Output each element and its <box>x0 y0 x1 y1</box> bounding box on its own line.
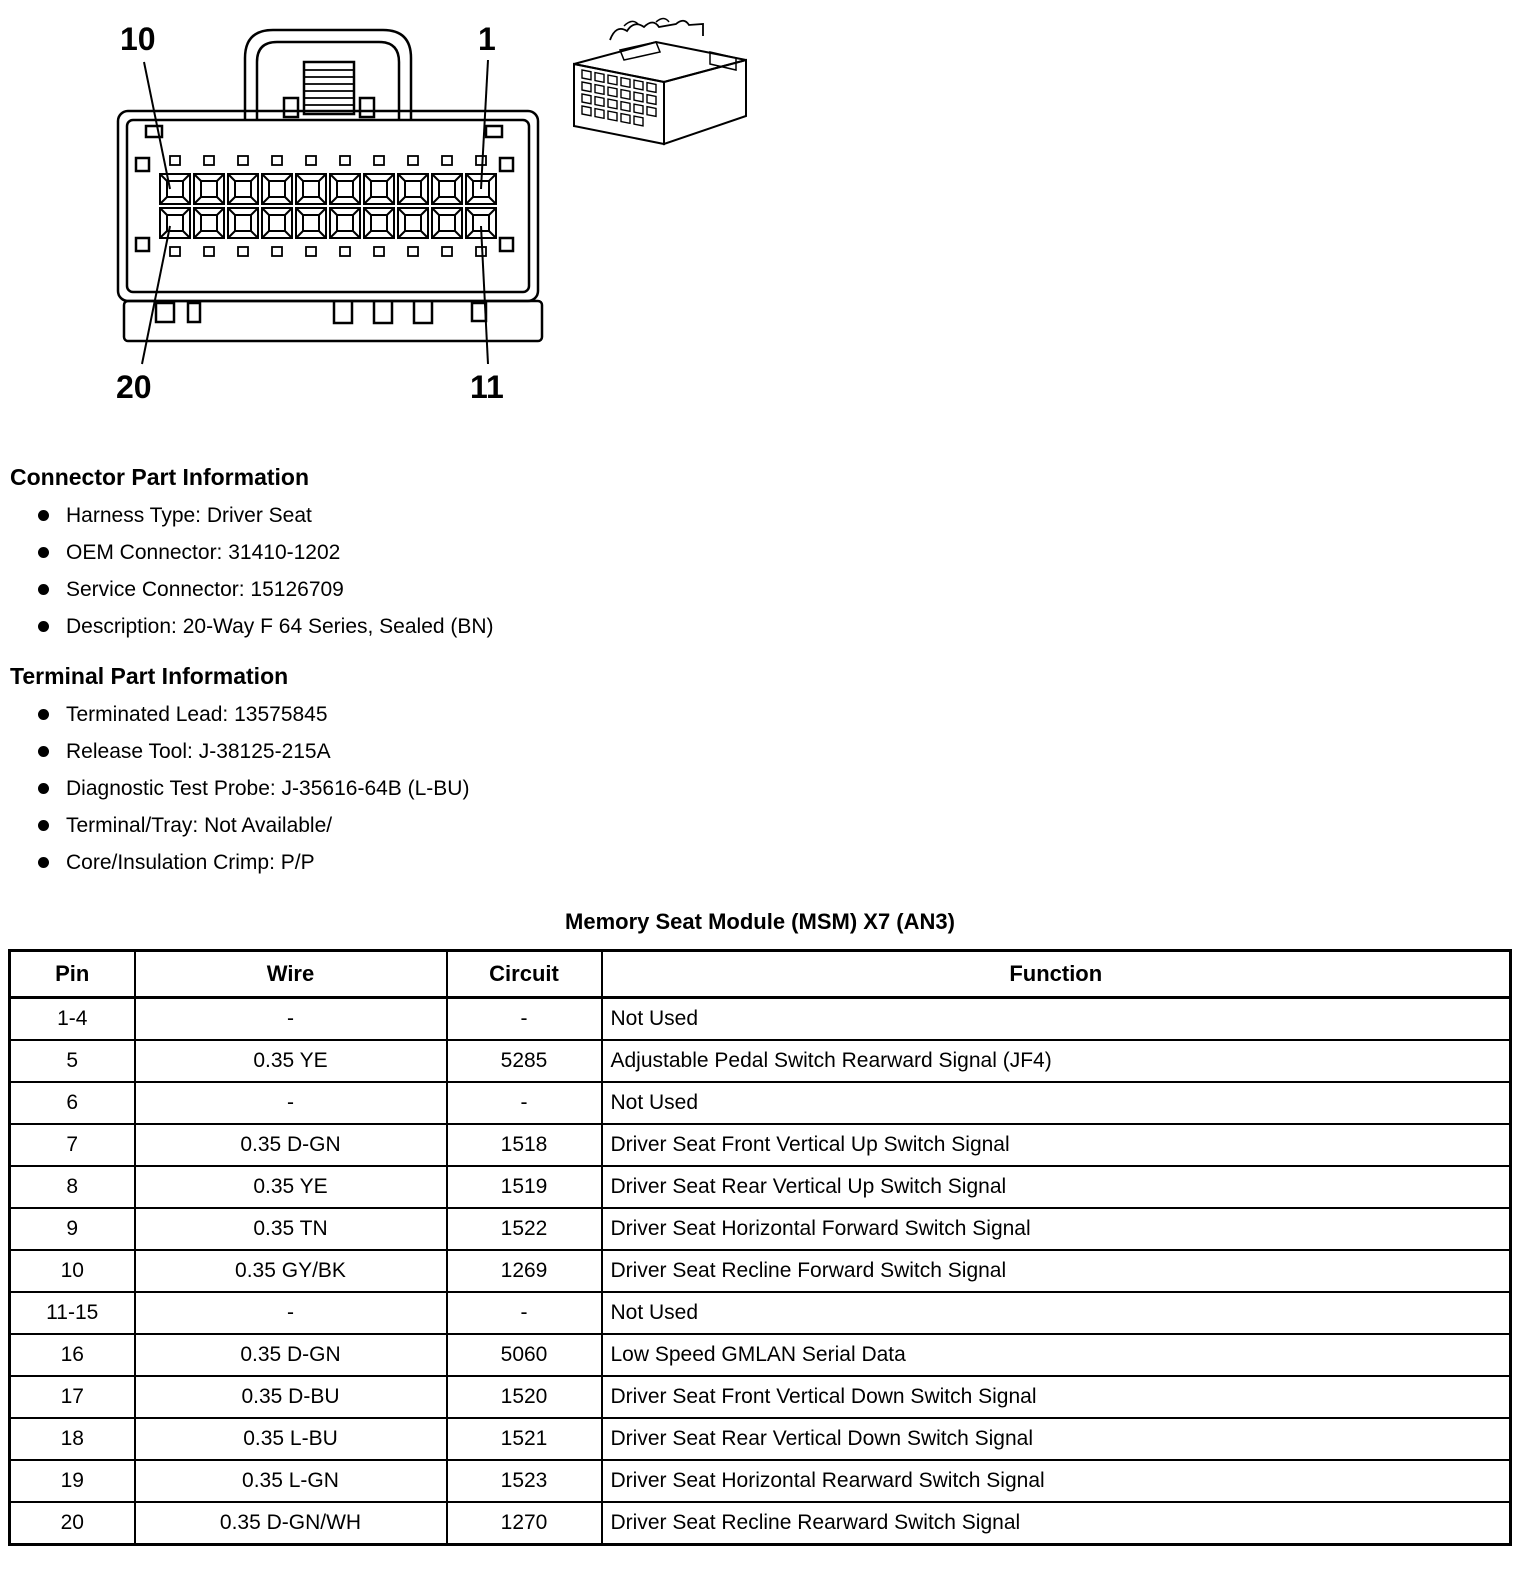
table-cell: Not Used <box>602 1082 1511 1124</box>
table-cell: 9 <box>10 1208 135 1250</box>
table-cell: 1523 <box>447 1460 602 1502</box>
connector-isometric-view <box>574 19 746 145</box>
table-cell: 0.35 D-GN <box>135 1124 447 1166</box>
table-cell: 1518 <box>447 1124 602 1166</box>
connector-front-view <box>118 30 542 341</box>
connector-body <box>118 111 538 301</box>
connector-diagram <box>0 0 1520 410</box>
terminal-cavity-grid <box>160 156 496 256</box>
table-cell: Not Used <box>602 998 1511 1041</box>
bullet-item: Terminal/Tray: Not Available/ <box>38 813 1520 838</box>
table-cell: 19 <box>10 1460 135 1502</box>
table-cell: 1-4 <box>10 998 135 1041</box>
table-cell: 1522 <box>447 1208 602 1250</box>
table-cell: - <box>447 1082 602 1124</box>
table-cell: - <box>135 998 447 1041</box>
table-cell: - <box>135 1292 447 1334</box>
connector-pinout-drawing <box>48 6 768 408</box>
table-row <box>10 1502 1511 1545</box>
table-cell: Adjustable Pedal Switch Rearward Signal (JF4) <box>602 1040 1511 1082</box>
terminal-part-info-heading: Terminal Part Information <box>10 663 289 689</box>
table-cell: 1521 <box>447 1418 602 1460</box>
table-row <box>10 998 1511 1041</box>
table-row <box>10 1418 1511 1460</box>
table-cell: 5 <box>10 1040 135 1082</box>
table-row <box>10 1082 1511 1124</box>
table-cell: 0.35 D-BU <box>135 1376 447 1418</box>
table-row <box>10 1040 1511 1082</box>
table-cell: 10 <box>10 1250 135 1292</box>
table-cell: 6 <box>10 1082 135 1124</box>
table-cell: 20 <box>10 1502 135 1545</box>
table-title: Memory Seat Module (MSM) X7 (AN3) <box>565 909 955 934</box>
column-header-circuit: Circuit <box>447 951 602 998</box>
table-cell: 0.35 L-GN <box>135 1460 447 1502</box>
terminal-part-info-list <box>10 702 1520 875</box>
table-cell: 5285 <box>447 1040 602 1082</box>
connector-part-info-list <box>10 503 1520 639</box>
table-row <box>10 1208 1511 1250</box>
table-cell: Driver Seat Front Vertical Up Switch Signal <box>602 1124 1511 1166</box>
pin-label-top-left: 10 <box>120 21 156 57</box>
bullet-item: Terminated Lead: 13575845 <box>38 702 1520 727</box>
bullet-item: Release Tool: J-38125-215A <box>38 739 1520 764</box>
table-cell: Driver Seat Horizontal Rearward Switch Signal <box>602 1460 1511 1502</box>
table-cell: 8 <box>10 1166 135 1208</box>
bullet-item: Description: 20-Way F 64 Series, Sealed (BN) <box>38 614 1520 639</box>
connector-part-info-section <box>10 464 1520 639</box>
pin-label-bottom-left: 20 <box>116 369 152 405</box>
table-cell: Driver Seat Horizontal Forward Switch Signal <box>602 1208 1511 1250</box>
table-cell: 0.35 D-GN/WH <box>135 1502 447 1545</box>
table-cell: 1520 <box>447 1376 602 1418</box>
table-cell: 0.35 D-GN <box>135 1334 447 1376</box>
table-cell: - <box>135 1082 447 1124</box>
table-cell: 11-15 <box>10 1292 135 1334</box>
table-cell: 0.35 TN <box>135 1208 447 1250</box>
pin-label-bottom-right: 11 <box>470 369 504 405</box>
table-cell: Driver Seat Front Vertical Down Switch Signal <box>602 1376 1511 1418</box>
column-header-pin: Pin <box>10 951 135 998</box>
connector-latch <box>245 30 411 119</box>
column-header-wire: Wire <box>135 951 447 998</box>
bullet-item: OEM Connector: 31410-1202 <box>38 540 1520 565</box>
table-cell: 1270 <box>447 1502 602 1545</box>
table-row <box>10 1460 1511 1502</box>
table-cell: Low Speed GMLAN Serial Data <box>602 1334 1511 1376</box>
table-cell: Not Used <box>602 1292 1511 1334</box>
terminal-part-info-section <box>10 663 1520 875</box>
table-row <box>10 1292 1511 1334</box>
table-cell: 0.35 YE <box>135 1040 447 1082</box>
bullet-item: Core/Insulation Crimp: P/P <box>38 850 1520 875</box>
table-row <box>10 1376 1511 1418</box>
connector-base <box>124 301 542 341</box>
table-cell: Driver Seat Rear Vertical Down Switch Signal <box>602 1418 1511 1460</box>
table-cell: 1519 <box>447 1166 602 1208</box>
bullet-item: Service Connector: 15126709 <box>38 577 1520 602</box>
pinout-table-body <box>10 998 1511 1545</box>
table-cell: Driver Seat Rear Vertical Up Switch Signal <box>602 1166 1511 1208</box>
table-cell: 17 <box>10 1376 135 1418</box>
table-cell: 16 <box>10 1334 135 1376</box>
table-cell: Driver Seat Recline Forward Switch Signal <box>602 1250 1511 1292</box>
bullet-item: Diagnostic Test Probe: J-35616-64B (L-BU) <box>38 776 1520 801</box>
table-row <box>10 1166 1511 1208</box>
pin-label-top-right: 1 <box>478 21 496 57</box>
table-row <box>10 1250 1511 1292</box>
table-cell: 18 <box>10 1418 135 1460</box>
connector-part-info-heading: Connector Part Information <box>10 464 310 490</box>
bullet-item: Harness Type: Driver Seat <box>38 503 1520 528</box>
table-cell: 7 <box>10 1124 135 1166</box>
table-cell: 0.35 L-BU <box>135 1418 447 1460</box>
pinout-table <box>8 949 1512 1546</box>
table-cell: 5060 <box>447 1334 602 1376</box>
table-cell: - <box>447 998 602 1041</box>
table-header-row <box>10 951 1511 998</box>
table-row <box>10 1124 1511 1166</box>
table-cell: 0.35 GY/BK <box>135 1250 447 1292</box>
table-cell: 0.35 YE <box>135 1166 447 1208</box>
table-cell: - <box>447 1292 602 1334</box>
table-row <box>10 1334 1511 1376</box>
table-cell: 1269 <box>447 1250 602 1292</box>
column-header-function: Function <box>602 951 1511 998</box>
table-cell: Driver Seat Recline Rearward Switch Signal <box>602 1502 1511 1545</box>
